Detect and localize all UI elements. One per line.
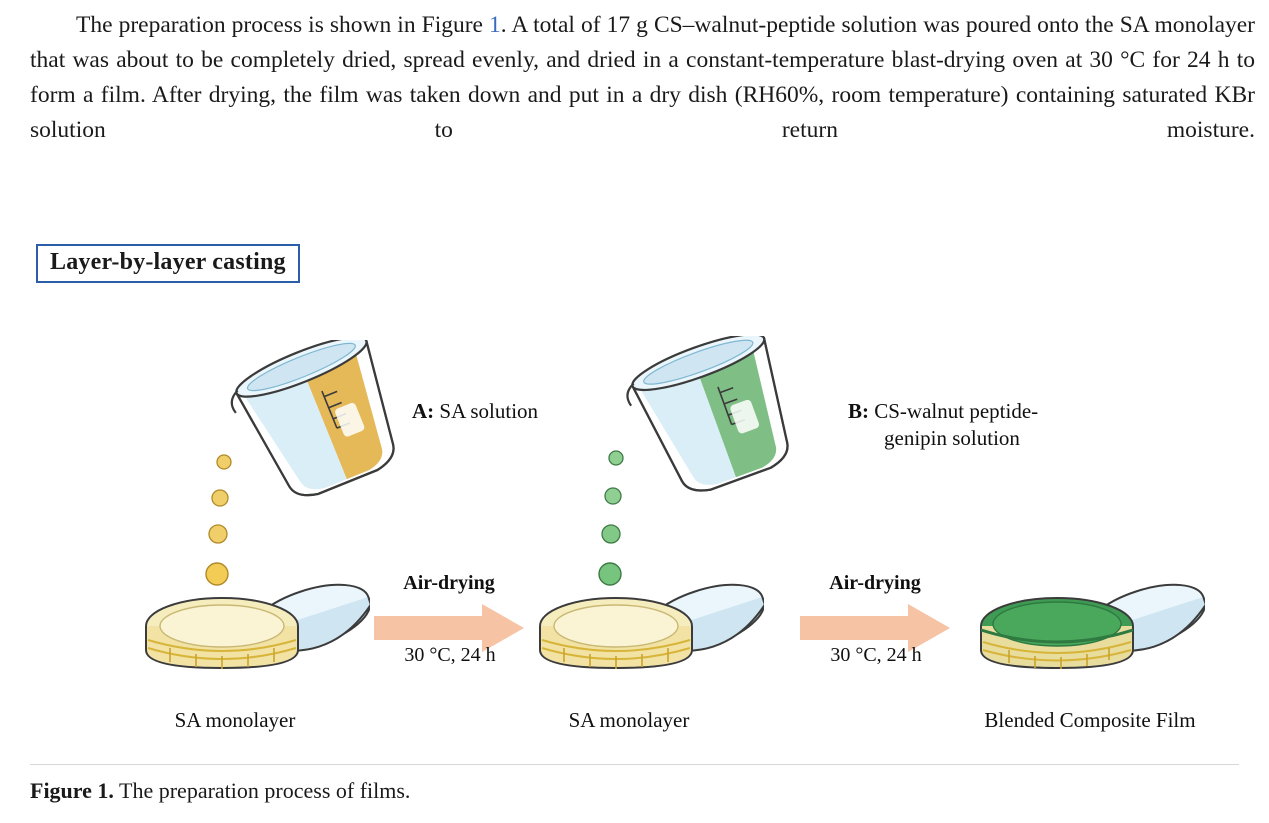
beaker-b-caption-text: CS-walnut peptide- <box>869 399 1039 423</box>
arrow-2-bottom-label: 30 °C, 24 h <box>830 644 922 666</box>
paragraph-rest: . A total of 17 g CS–walnut-peptide solution was poured onto the SA monolayer that was about to be completely dried, spread evenly, and dried in a constant-temperature blast-drying oven at 30 °C for 24 h to form a film. After drying, the film was taken down and put in a dry dish (RH60%, room temperature) containing saturated KBr solution to return moisture. <box>30 12 1256 143</box>
dish-3-label: Blended Composite Film <box>984 708 1196 732</box>
beaker-b-caption-line2: genipin solution <box>884 426 1020 450</box>
caption-divider <box>30 764 1239 765</box>
figure-reference-link[interactable]: 1 <box>489 12 501 38</box>
beaker-a-graphic <box>215 340 435 500</box>
dish-1-label: SA monolayer <box>174 708 296 732</box>
figure-caption-number: Figure 1. <box>30 778 114 803</box>
arrow-2-top-label: Air-drying <box>829 572 921 594</box>
dish-2-label: SA monolayer <box>568 708 690 732</box>
figure-caption <box>30 778 410 804</box>
arrow-1-bottom-label: 30 °C, 24 h <box>404 644 496 666</box>
figure-caption-text: The preparation process of films. <box>113 778 411 803</box>
beaker-a-caption-bold: A: <box>412 399 435 423</box>
body-paragraph <box>30 8 1255 148</box>
arrow-1-top-label: Air-drying <box>403 572 495 594</box>
paragraph-lead: The preparation process is shown in Figure <box>76 12 490 38</box>
beaker-a-caption-text: SA solution <box>434 399 539 423</box>
beaker-a-caption <box>412 398 538 425</box>
section-label-layer-by-layer-casting: Layer-by-layer casting <box>36 244 300 283</box>
petri-dish-1-graphic <box>130 568 370 698</box>
figure-1-illustration <box>0 300 1269 760</box>
petri-dish-2-graphic <box>524 568 764 698</box>
beaker-b-graphic <box>610 336 830 496</box>
petri-dish-3-graphic <box>965 568 1205 698</box>
beaker-b-caption <box>848 398 1148 452</box>
beaker-b-caption-bold: B: <box>848 399 869 423</box>
